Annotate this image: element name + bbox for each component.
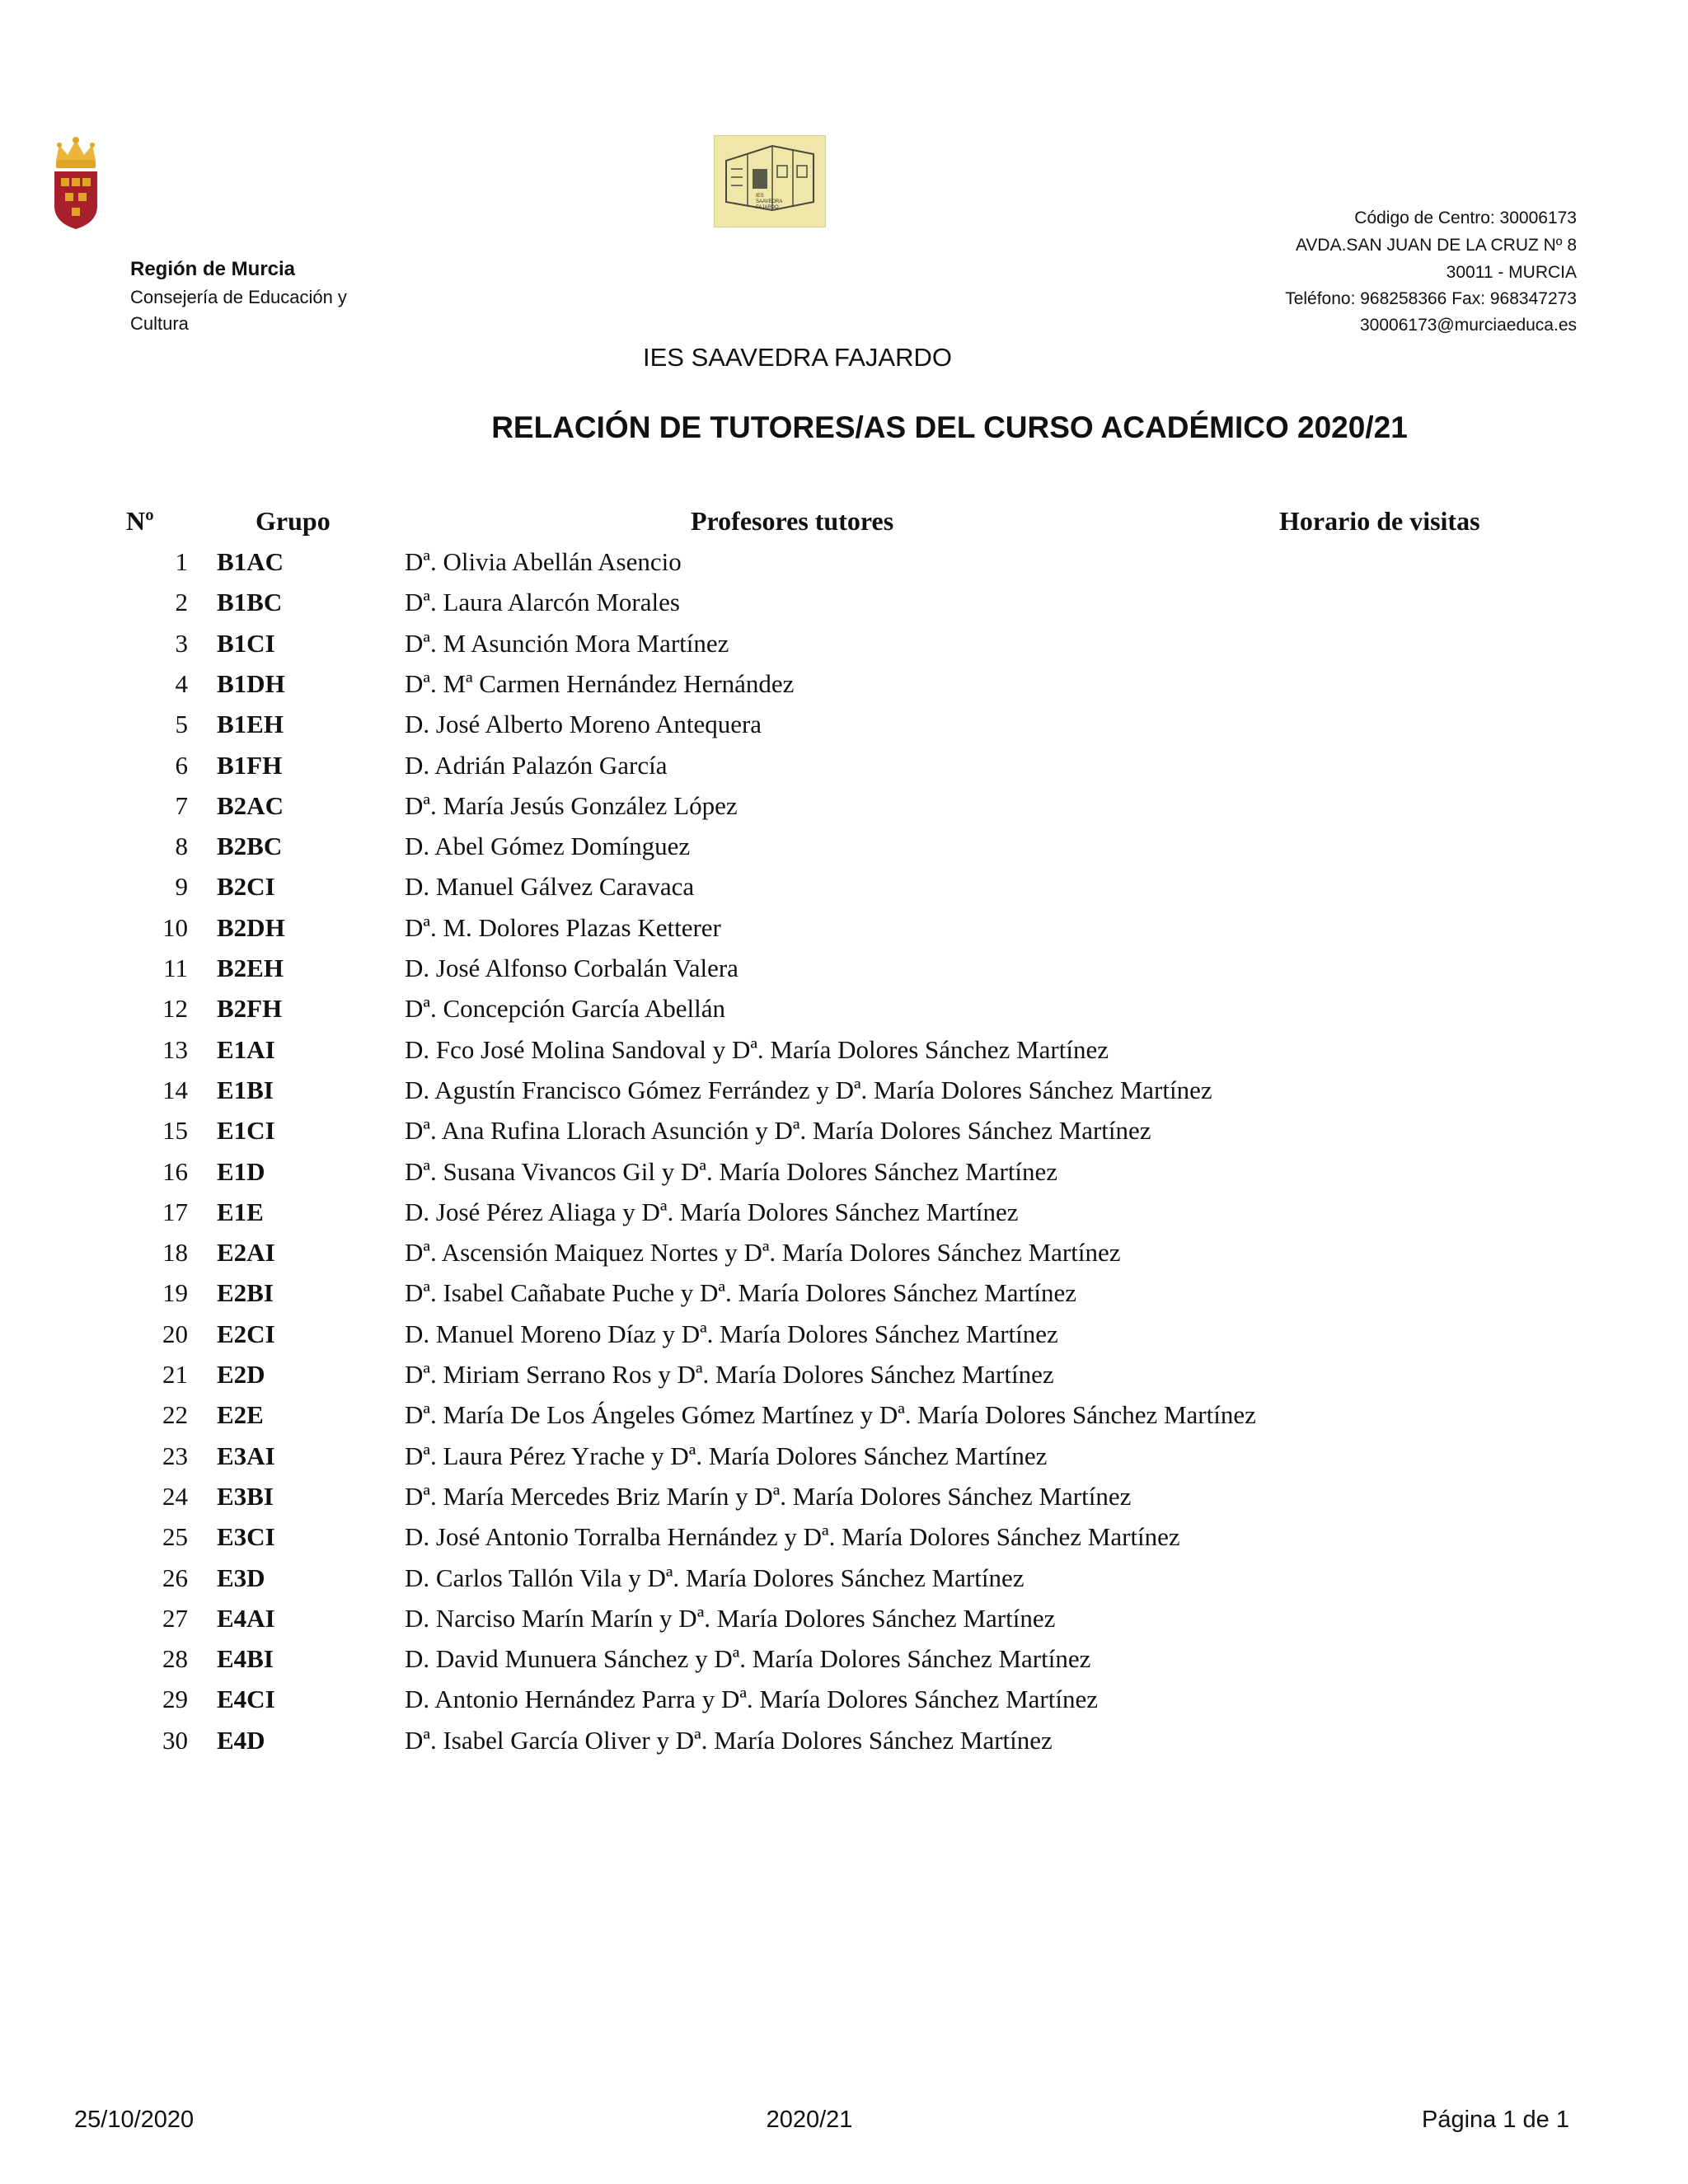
table-row — [0, 832, 1688, 872]
row-group: E1CI — [217, 1116, 275, 1146]
table-row — [0, 751, 1688, 791]
row-number: 19 — [162, 1278, 188, 1308]
row-group: E1E — [217, 1197, 264, 1226]
row-group: E2BI — [217, 1278, 274, 1308]
row-group: B2CI — [217, 872, 275, 902]
row-tutors: D. José Antonio Torralba Hernández y Dª. María Dolores Sánchez Martínez — [405, 1522, 1180, 1552]
school-logo-text-3: FAJARDO — [756, 205, 779, 210]
row-number: 2 — [175, 588, 188, 617]
row-tutors: Dª. M. Dolores Plazas Ketterer — [405, 912, 721, 942]
region-dept-line2: Cultura — [130, 313, 189, 334]
row-group: B1EH — [217, 710, 284, 739]
table-row — [0, 1035, 1688, 1076]
row-number: 10 — [162, 912, 188, 942]
school-building-logo-image — [715, 136, 825, 227]
table-row — [0, 913, 1688, 954]
row-tutors: Dª. Olivia Abellán Asencio — [405, 547, 682, 576]
row-group: E2CI — [217, 1319, 275, 1348]
table-row — [0, 1522, 1688, 1563]
header-group: Grupo — [256, 506, 331, 536]
table-row — [0, 872, 1688, 912]
table-row — [0, 1157, 1688, 1197]
row-tutors: D. Fco José Molina Sandoval y Dª. María Dolores Sánchez Martínez — [405, 1034, 1109, 1064]
row-group: B1FH — [217, 750, 283, 780]
table-row — [0, 1319, 1688, 1360]
row-number: 24 — [162, 1481, 188, 1511]
row-number: 3 — [175, 628, 188, 658]
table-row — [0, 954, 1688, 994]
table-row — [0, 1400, 1688, 1441]
row-number: 4 — [175, 668, 188, 698]
table-row — [0, 629, 1688, 669]
row-group: E4D — [217, 1725, 265, 1755]
row-number: 17 — [162, 1197, 188, 1226]
school-name: IES SAAVEDRA FAJARDO — [643, 343, 952, 372]
header-visiting-hours: Horario de visitas — [1279, 506, 1480, 536]
table-row — [0, 588, 1688, 628]
row-tutors: Dª. M Asunción Mora Martínez — [405, 628, 729, 658]
table-row — [0, 1360, 1688, 1400]
row-tutors: Dª. María Mercedes Briz Marín y Dª. María Dolores Sánchez Martínez — [405, 1481, 1132, 1511]
row-number: 22 — [162, 1400, 188, 1430]
row-group: B2AC — [217, 790, 284, 820]
row-tutors: Dª. Miriam Serrano Ros y Dª. María Dolores Sánchez Martínez — [405, 1360, 1054, 1389]
row-tutors: Dª. Concepción García Abellán — [405, 994, 726, 1024]
row-group: E1D — [217, 1156, 265, 1186]
row-number: 15 — [162, 1116, 188, 1146]
school-logo-text-1: IES — [756, 194, 764, 199]
row-group: B1CI — [217, 628, 275, 658]
table-row — [0, 547, 1688, 588]
table-row — [0, 1197, 1688, 1238]
row-group: B2FH — [217, 994, 283, 1024]
table-row — [0, 1116, 1688, 1156]
row-tutors: D. Adrián Palazón García — [405, 750, 668, 780]
row-tutors: Dª. María Jesús González López — [405, 790, 738, 820]
row-tutors: D. Manuel Moreno Díaz y Dª. María Dolores Sánchez Martínez — [405, 1319, 1058, 1348]
school-logo — [714, 135, 826, 227]
row-number: 13 — [162, 1034, 188, 1064]
row-number: 30 — [162, 1725, 188, 1755]
row-group: E3CI — [217, 1522, 275, 1552]
school-logo-text — [756, 194, 782, 211]
row-tutors: D. Manuel Gálvez Caravaca — [405, 872, 695, 902]
row-tutors: Dª. Laura Pérez Yrache y Dª. María Dolores Sánchez Martínez — [405, 1441, 1048, 1470]
row-number: 25 — [162, 1522, 188, 1552]
header-tutors: Profesores tutores — [691, 506, 894, 536]
centre-postal-city: 30011 - MURCIA — [1446, 263, 1577, 282]
row-group: B1DH — [217, 668, 285, 698]
row-tutors: Dª. Isabel Cañabate Puche y Dª. María Dolores Sánchez Martínez — [405, 1278, 1077, 1308]
row-group: E3D — [217, 1563, 265, 1592]
row-number: 27 — [162, 1603, 188, 1633]
footer-date: 25/10/2020 — [74, 2107, 195, 2133]
table-row — [0, 1604, 1688, 1644]
centre-address: AVDA.SAN JUAN DE LA CRUZ Nº 8 — [1295, 236, 1577, 255]
row-group: E4CI — [217, 1685, 275, 1714]
row-tutors: D. David Munuera Sánchez y Dª. María Dolores Sánchez Martínez — [405, 1644, 1091, 1674]
row-group: B2DH — [217, 912, 285, 942]
row-group: E3BI — [217, 1481, 274, 1511]
table-row — [0, 710, 1688, 750]
table-row — [0, 1482, 1688, 1522]
row-group: E2AI — [217, 1238, 275, 1268]
row-group: E2E — [217, 1400, 264, 1430]
table-row — [0, 1563, 1688, 1604]
row-tutors: D. Agustín Francisco Gómez Ferrández y Dª. María Dolores Sánchez Martínez — [405, 1075, 1212, 1104]
table-row — [0, 1441, 1688, 1482]
row-number: 14 — [162, 1075, 188, 1104]
row-number: 23 — [162, 1441, 188, 1470]
table-row — [0, 1726, 1688, 1766]
row-group: B1AC — [217, 547, 284, 576]
row-tutors: D. Antonio Hernández Parra y Dª. María Dolores Sánchez Martínez — [405, 1685, 1098, 1714]
row-number: 29 — [162, 1685, 188, 1714]
header-number: Nº — [126, 506, 154, 536]
centre-email: 30006173@murciaeduca.es — [1360, 316, 1577, 335]
row-tutors: Dª. Mª Carmen Hernández Hernández — [405, 668, 795, 698]
school-logo-text-2: SAAVEDRA — [756, 199, 783, 204]
row-group: B2EH — [217, 954, 284, 982]
row-group: E4AI — [217, 1603, 275, 1633]
row-group: E1AI — [217, 1034, 275, 1064]
row-tutors: Dª. Ana Rufina Llorach Asunción y Dª. María Dolores Sánchez Martínez — [405, 1116, 1151, 1146]
row-number: 12 — [162, 994, 188, 1024]
row-tutors: D. Abel Gómez Domínguez — [405, 832, 691, 861]
region-murcia-crest-logo — [51, 137, 101, 231]
row-number: 26 — [162, 1563, 188, 1592]
table-row — [0, 1238, 1688, 1278]
row-tutors: Dª. Ascensión Maiquez Nortes y Dª. María Dolores Sánchez Martínez — [405, 1238, 1121, 1268]
row-tutors: Dª. Isabel García Oliver y Dª. María Dolores Sánchez Martínez — [405, 1725, 1053, 1755]
row-number: 16 — [162, 1156, 188, 1186]
row-number: 5 — [175, 710, 188, 739]
row-number: 6 — [175, 750, 188, 780]
row-group: E1BI — [217, 1075, 274, 1104]
table-row — [0, 994, 1688, 1034]
row-number: 20 — [162, 1319, 188, 1348]
row-number: 28 — [162, 1644, 188, 1674]
table-row — [0, 1644, 1688, 1685]
row-tutors: Dª. María De Los Ángeles Gómez Martínez y Dª. María Dolores Sánchez Martínez — [405, 1400, 1256, 1430]
row-number: 21 — [162, 1360, 188, 1389]
row-tutors: D. Carlos Tallón Vila y Dª. María Dolores Sánchez Martínez — [405, 1563, 1025, 1592]
row-tutors: D. José Pérez Aliaga y Dª. María Dolores Sánchez Martínez — [405, 1197, 1019, 1226]
row-group: B2BC — [217, 832, 283, 861]
row-group: B1BC — [217, 588, 283, 617]
table-row — [0, 1685, 1688, 1725]
footer-page-number: Página 1 de 1 — [1422, 2107, 1569, 2133]
footer-course: 2020/21 — [766, 2107, 853, 2133]
row-group: E3AI — [217, 1441, 275, 1470]
table-row — [0, 669, 1688, 710]
row-tutors: D. Narciso Marín Marín y Dª. María Dolores Sánchez Martínez — [405, 1603, 1056, 1633]
region-dept-line1: Consejería de Educación y — [130, 287, 347, 307]
table-row — [0, 1076, 1688, 1116]
row-number: 9 — [175, 872, 188, 902]
row-number: 11 — [163, 954, 188, 982]
table-row — [0, 1278, 1688, 1319]
row-tutors: Dª. Laura Alarcón Morales — [405, 588, 680, 617]
row-group: E4BI — [217, 1644, 274, 1674]
centre-phone-fax: Teléfono: 968258366 Fax: 968347273 — [1285, 289, 1577, 308]
row-number: 1 — [175, 547, 188, 576]
row-number: 18 — [162, 1238, 188, 1268]
region-name: Región de Murcia — [130, 258, 296, 280]
row-tutors: D. José Alberto Moreno Antequera — [405, 710, 762, 739]
page-title: RELACIÓN DE TUTORES/AS DEL CURSO ACADÉMICO 2020/21 — [491, 410, 1408, 444]
row-group: E2D — [217, 1360, 265, 1389]
row-tutors: Dª. Susana Vivancos Gil y Dª. María Dolores Sánchez Martínez — [405, 1156, 1058, 1186]
row-tutors: D. José Alfonso Corbalán Valera — [405, 954, 738, 982]
row-number: 7 — [175, 790, 188, 820]
table-row — [0, 791, 1688, 832]
centre-code: Código de Centro: 30006173 — [1354, 209, 1577, 227]
row-number: 8 — [175, 832, 188, 861]
